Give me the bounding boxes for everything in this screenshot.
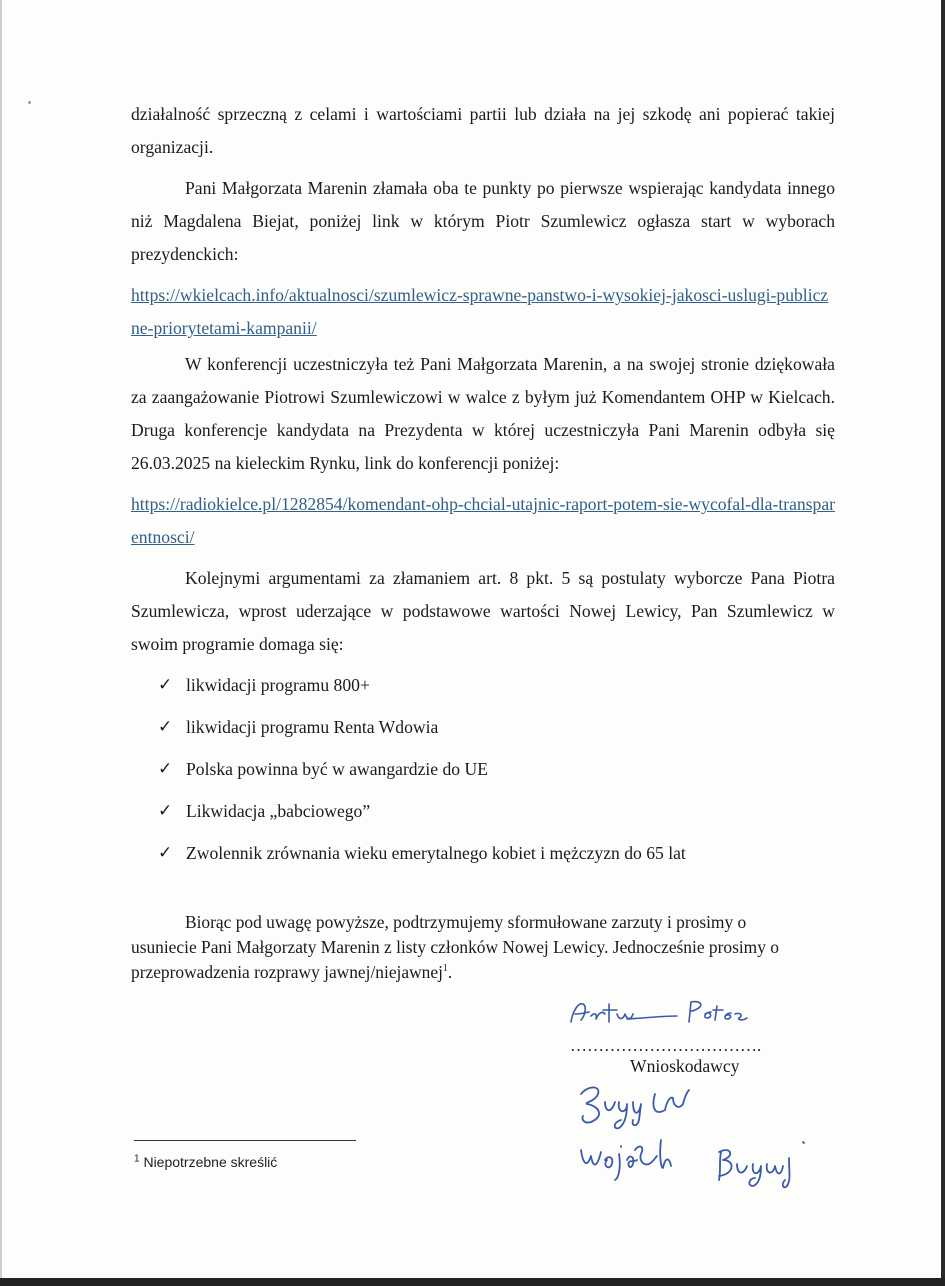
list-item: ✓ Polska powinna być w awangardzie do UE bbox=[158, 748, 686, 790]
check-mark-icon: ✓ bbox=[158, 759, 173, 778]
demands-checklist bbox=[158, 664, 686, 874]
check-mark-icon: ✓ bbox=[158, 675, 173, 694]
link-radiokielce[interactable]: https://radiokielce.pl/1282854/komendant-ohp-chcial-utajnic-raport-potem-sie-wycofal-dla-transparentnosci/ bbox=[131, 494, 835, 547]
closing-line-2: usuniecie Pani Małgorzaty Marenin z listy członków Nowej Lewicy. Jednocześnie prosimy o bbox=[131, 937, 779, 957]
page-left-edge bbox=[0, 0, 2, 1286]
list-item: ✓ Likwidacja „babciowego” bbox=[158, 790, 686, 832]
page-bottom-edge bbox=[0, 1278, 945, 1286]
list-item: ✓ likwidacji programu Renta Wdowia bbox=[158, 706, 686, 748]
list-item: ✓ Zwolennik zrównania wieku emerytalnego kobiet i mężczyzn do 65 lat bbox=[158, 832, 686, 874]
footnote-number: 1 bbox=[134, 1153, 140, 1165]
closing-line-1: Biorąc pod uwagę powyższe, podtrzymujemy sformułowane zarzuty i prosimy o bbox=[185, 912, 747, 932]
signature-artur-peles bbox=[565, 992, 765, 1032]
paragraph-4: Kolejnymi argumentami za złamaniem art. 8 pkt. 5 są postulaty wyborcze Pana Piotra Szumlewicza, wprost uderzające w podstawowe wartości Nowej Lewicy, Pan Szumlewicz w swoim programie domaga się: bbox=[131, 568, 835, 654]
signature-wojciech-bugaj bbox=[575, 1080, 825, 1190]
list-item: ✓ likwidacji programu 800+ bbox=[158, 664, 686, 706]
page-right-edge bbox=[941, 0, 945, 1286]
check-mark-icon: ✓ bbox=[158, 801, 173, 820]
paragraph-3: W konferencji uczestniczyła też Pani Małgorzata Marenin, a na swojej stronie dziękowała za zaangażowanie Piotrowi Szumlewiczowi w walce z byłym już Komendantem OHP w Kielcach. Druga konferencje kandydata na Prezydenta w której uczestniczyła Pani Marenin odbyła się 26.03.2025 na kieleckim Rynku, link do konferencji poniżej: bbox=[131, 354, 835, 473]
closing-paragraph bbox=[131, 910, 835, 985]
footnote-text: Niepotrzebne skreślić bbox=[143, 1154, 278, 1170]
scan-speck bbox=[28, 101, 31, 104]
check-mark-icon: ✓ bbox=[158, 843, 173, 862]
check-mark-icon: ✓ bbox=[158, 717, 173, 736]
paragraph-2: Pani Małgorzata Marenin złamała oba te punkty po pierwsze wspierając kandydata innego niż Magdalena Biejat, poniżej link w którym Piotr Szumlewicz ogłasza start w wyborach prezydenckich: bbox=[131, 178, 835, 264]
signature-dotted-line: ……………………………. bbox=[570, 1036, 762, 1055]
closing-line-3: przeprowadzenia rozprawy jawnej/niejawnej$^1$. bbox=[131, 962, 453, 982]
footnote-separator bbox=[134, 1140, 356, 1141]
paragraph-1: działalność sprzeczną z celami i wartościami partii lub działa na jej szkodę ani popierać takiej organizacji. bbox=[131, 104, 835, 157]
footnote-reference[interactable]: 1 bbox=[442, 963, 448, 975]
link-wkielcach[interactable]: https://wkielcach.info/aktualnosci/szumlewicz-sprawne-panstwo-i-wysokiej-jakosci-uslugi-publiczne-priorytetami-kampanii/ bbox=[131, 285, 829, 338]
applicants-label: Wnioskodawcy bbox=[630, 1056, 740, 1076]
footnote bbox=[134, 1154, 277, 1170]
